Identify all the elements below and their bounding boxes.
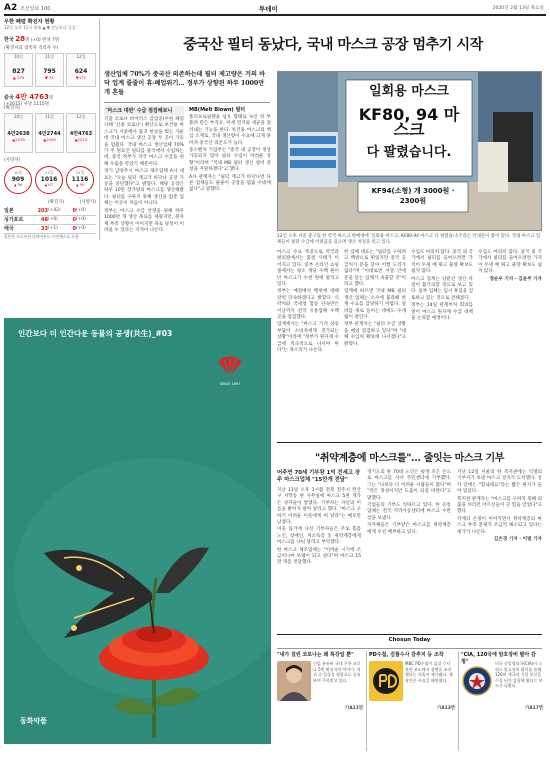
- sign-line-1: 일회용 마스크: [369, 84, 449, 99]
- paragraph: 중소벤처 기업부는 "중국 내 공장이 정상 가동되지 않아 필터 수입이 어려운 상황"이라며 "국내 MB 필터 생산 설비 증설을 지원하겠다"고 했다.: [189, 148, 271, 173]
- article-col-3: [277, 250, 339, 356]
- death-value: 1016: [40, 176, 58, 183]
- confirmed: 33: [41, 226, 48, 232]
- korea-box-value: 827: [12, 68, 25, 75]
- other-table-header: [48, 200, 96, 206]
- korea-box-11: [35, 53, 64, 87]
- sign-line-2: KF80, 94 마스크: [358, 105, 460, 139]
- stats-source: 일본은 크루즈선 다이아몬드 프린세스호 포함: [4, 234, 79, 239]
- china-box-10: [4, 113, 33, 153]
- bottom-item[interactable]: [277, 651, 363, 711]
- deaths-change: (+0): [76, 226, 86, 231]
- table-row: [4, 207, 96, 216]
- country: 싱가포르: [4, 217, 24, 223]
- ad-brand: 동화약품: [20, 717, 48, 725]
- paragraph: 기업들의 기부도 잇따르고 있다. 한 유통업체는 전국 지역아동센터에 마스크 수만 장을 보냈다.: [367, 503, 451, 521]
- confirmed-change: (+0): [48, 217, 58, 222]
- death-label: 10일: [13, 170, 23, 175]
- confirmed: 203: [37, 208, 48, 214]
- confirmed-change: (+42): [48, 208, 61, 213]
- country: 태국: [4, 226, 14, 232]
- paragraph: 한 업체 대표는 "필터를 구하려고 백방으로 뛰었지만 중국 공급처가 문을 닫아 어쩔 도리가 없다"며 "이대로면 이달 안에 문을 닫는 업체가 속출할 것"이라고 했다.: [344, 250, 406, 288]
- china-box-change: ▲2015: [74, 137, 88, 142]
- article-col-4: [344, 250, 406, 349]
- paragraph: 경기도의 한 70대 노인은 평생 모은 돈으로 마스크를 사서 주민센터에 기부했다. 그는 "나보다 더 어려운 사람들이 많다"며 "작은 정성이지만 도움이 되길 바란다"고 말했다.: [367, 470, 451, 501]
- bottom-divider: [458, 651, 459, 751]
- fan-logo-icon: [216, 356, 244, 378]
- main-subhead: 생산업체 70%가 중국산 의존하는데 필터 제고량은 거의 바닥 업계 줄줄이 휴·폐업위기… 정부가 상향된 하루 1000만개 흔들: [104, 71, 266, 96]
- paragraph: 업계에서는 "마스크 가격 상승 부담이 소비자에게 전가되는 상황"이라며 "정부가 원자재 수급에 적극적으로 나서야 한다"는 목소리가 나온다.: [277, 322, 339, 354]
- article2-headline: "취약계층에 마스크를"… 줄잇는 마스크 기부: [315, 453, 504, 464]
- paper-name: 조선일보 100: [20, 6, 51, 12]
- stats-title: 우한 폐렴 확진자 현황: [4, 19, 55, 25]
- stats-subtitle: 12일 오후 11시 현재 ▲ ▼ 전날보다 증감: [4, 25, 76, 30]
- china-box-value: 4만2744: [38, 131, 61, 137]
- bottom-item-text: 미국 중앙정보국(CIA)이 스위스 암호장비 회사를 통해 120여 개국의 기밀 통신을 수십 년간 감청해 왔다는 보도가 나왔다.: [495, 661, 543, 689]
- stats-sidebar: [4, 18, 96, 31]
- bottom-item-title[interactable]: "내가 걸린 코로나는 왜 특강일 뿐": [277, 652, 354, 658]
- cia-seal-icon: [461, 661, 493, 701]
- photo-sign-small: KF94(소형) 개 3000원 · 2300원: [371, 187, 455, 205]
- korea-box-change: ▼ 32: [45, 75, 54, 80]
- paragraph: 지자체들은 기부받은 마스크를 취약계층에게 우선 배부하고 있다.: [367, 523, 451, 535]
- pd-logo: [369, 661, 403, 701]
- paragraph: 복지관 관계자는 "마스크를 구하지 못해 외출을 꺼리던 어르신들이 큰 힘을 얻었다"고 했다.: [457, 496, 542, 515]
- bottom-divider: [366, 651, 367, 751]
- korea-box-label: 11일: [45, 54, 54, 59]
- country: 일본: [4, 208, 14, 214]
- korea-count: 28: [15, 35, 26, 43]
- china-box-value: 4만4763: [69, 131, 93, 137]
- issue-date: 2020년 2월 13일 목요일: [492, 6, 544, 11]
- header-rule: [4, 14, 546, 16]
- col-deaths: (사망자): [79, 200, 96, 205]
- death-circle-10: [4, 166, 32, 194]
- table-row: [4, 216, 96, 225]
- china-note: (확진자): [4, 106, 21, 111]
- cia-seal: [461, 661, 493, 701]
- paragraph: 수입도 여의치 않다. 중국 외 국가에서 필터를 들여오려면 가격이 두세 배 뛰고 물량 확보도 쉽지 않다.: [411, 250, 474, 275]
- korea-box-change: ▼171: [75, 75, 87, 80]
- paragraph: 각계의 온정이 이어지면서 취약계층의 마스크 부족 문제가 조금씩 해소되고 있다는 평가가 나온다.: [457, 516, 542, 535]
- sidebar-divider: [99, 18, 100, 240]
- article2-subhead: 어주연 70세 기부왕 1억 전세고 장주 마스크업체 "15만개 전달": [277, 470, 361, 483]
- article2-col-2: [367, 470, 451, 537]
- death-label: 12일: [75, 170, 85, 175]
- death-value: 909: [11, 176, 25, 183]
- paragraph: 정부는 매점매석 행위에 대해 강력 단속하겠다고 밝혔다. 식약처와 국세청 합동 단속반은 이날까지 전국 유통업체 수백 곳을 점검했다.: [277, 289, 339, 321]
- ad-since: SINCE 1897: [219, 382, 241, 386]
- chosun-today-bar: Chosun Today: [388, 637, 431, 643]
- korea-label: 한국: [4, 37, 14, 43]
- page-number: A2: [4, 3, 18, 13]
- article2-top-rule: [277, 442, 542, 443]
- ad-title: 인간보다 더 인간다운 동물의 공생(共生)_#03: [18, 329, 173, 338]
- bottom-item-page: 가A13면: [437, 706, 455, 711]
- korea-box-value: 624: [74, 68, 88, 75]
- china-box-change: ▲2478: [12, 137, 25, 142]
- bottom-item-text: MBC PD수첩이 검찰 수사 관련 보도에서 장면을 조작했다는 의혹이 제기됐다. 제작진은 사실을 해명했다.: [405, 661, 453, 683]
- article2-col-1: [277, 488, 361, 568]
- bottom-item[interactable]: [461, 651, 543, 711]
- korea-box-value: 795: [43, 68, 56, 75]
- death-circle-11: [35, 166, 63, 194]
- korea-box-label: 12일: [76, 54, 86, 59]
- paragraph: 수입도 여의치 않다. 중국 외 국가에서 필터를 들여오려면 가격이 두세 배 뛰고 물량 확보도 쉽지 않다.: [478, 250, 542, 275]
- bottom-item-page: 가A17면: [525, 706, 543, 711]
- section-title: 투데이: [259, 5, 278, 13]
- death-change: ▲ 99: [76, 183, 84, 187]
- korea-note: (확진자의 접촉자 격리자 수): [4, 46, 59, 51]
- article-col-1: [104, 106, 184, 235]
- korea-box-change: ▲ 229: [12, 75, 25, 80]
- paragraph: 업계에 따르면 국내 MB 필터 생산 업체는 소수에 불과해 현재 수요를 감당하기 어렵다. 설비를 새로 들이는 데에도 수개월이 걸린다.: [344, 289, 406, 321]
- china-detail: (+2015) 사망 1115명: [4, 102, 49, 107]
- death-change: ▲107: [44, 183, 54, 187]
- col1-heading: '마스크 대란' 수급 점검해보니: [104, 106, 184, 115]
- subhead-rule: [104, 102, 270, 103]
- bottom-item-text: 신입 유튜버 국내 우한 코로나 5번 확진자의 이야기. 격리 중 일상을 영상으로 공유하며 주목받고 있다.: [313, 661, 361, 683]
- bottom-item[interactable]: [369, 651, 455, 711]
- person-photo: [277, 661, 311, 701]
- bottom-item-title[interactable]: "CIA, 120국에 암호장비 팔아 감청": [461, 652, 536, 665]
- paragraph: 정부는 마스크 수급 안정을 위해 하루 1000만 개 생산 목표를 세웠지만, 원자재 부족 상황이 이어지면 목표 달성이 어려울 수 있다는 지적이 나온다.: [104, 208, 184, 233]
- byline: 김은경 기자 · 이벌 기자: [493, 537, 542, 543]
- bottom-item-title[interactable]: PD수첩, 검찰수사 감추지 등 조작: [369, 652, 444, 658]
- table-row: [4, 225, 96, 234]
- paragraph: 지난 12일 서울의 한 복지관에는 익명의 기부자가 보낸 마스크 상자가 도착했다. 상자 안에는 "힘내세요"라는 짧은 편지가 들어 있었다.: [457, 470, 542, 495]
- other-table: [4, 207, 96, 234]
- paragraph: 마스크 업계는 당분간 생산 차질이 불가피할 것으로 보고 있다. 일부 업체는 임시 휴업을 검토하고 있는 것으로 전해졌다.: [411, 276, 474, 301]
- china-box-12: [66, 113, 96, 153]
- photo-caption: 12일 오후 서울 중구의 한 약국 마스크 판매대에 '일회용 마스크, KF80·94 마스크 다 팔렸습니다'라는 안내문이 붙어 있다. 국내 마스크 업체들이 필터 수급에 어려움을 겪으며 생산 차질을 빚고 있다.: [277, 234, 541, 245]
- sign-line-3: 다 팔렸습니다.: [366, 145, 452, 160]
- butterfly-flower-illustration: [4, 378, 271, 744]
- china-count: 4만 4763: [15, 93, 49, 101]
- korea-detail: (+0) 완치 7명: [30, 38, 60, 43]
- china-box-value: 4만2638: [7, 131, 30, 137]
- advertisement: [4, 318, 271, 744]
- paragraph: 마스크 수요 폭증으로 약국과 편의점에서는 품절 사태가 이어지고 있다. 일부 온라인 쇼핑몰에서는 평소 개당 수백 원이던 마스크가 수천 원에 팔리고 있다.: [277, 250, 339, 288]
- article2-col-3: [457, 470, 542, 544]
- china-box-label: 11일: [45, 114, 54, 119]
- china-label: 중국: [4, 95, 14, 101]
- china-box-11: [35, 113, 64, 153]
- paragraph: 식품 코로나 바이러스 감염증(우한 폐렴 사태 '신종 코로나') 확산으로 보건용 마스크가 시중에서 품귀 현상을 빚는 가운데 국내 마스크 생산 공장 두 곳이 가동을 멈췄다. 국내 마스크 생산업체 70%가 주 원료인 필터를 중국에서 수입하는데, 중국 정부가 자국 마스크 수급을 위해 수출을 막았기 때문이다.: [104, 117, 184, 167]
- bottom-item-page: 가A11면: [345, 706, 363, 711]
- china-unit: 명: [48, 96, 54, 101]
- korea-unit: 명: [25, 38, 30, 43]
- paragraph: A사 관계자는 "필터 재고가 바닥나면 다른 업체들도 줄줄이 공장을 멈출 수밖에 없다"고 말했다.: [189, 174, 271, 193]
- korea-box-label: 10일: [14, 54, 23, 59]
- china-box-change: ▲2008: [43, 137, 56, 142]
- person-icon: [277, 661, 311, 701]
- paragraph: 경기 남양주시 마스크 제조업체 A사 대표는 "오늘 필터 재고가 바닥나 공장 가동을 중단했다"고 밝혔다. 해당 공장은 하루 10만 장가량의 마스크를 생산해왔다. 필터를 구하지 못해 생산을 멈춘 업체는 이곳이 처음이 아니다.: [104, 169, 184, 207]
- confirmed-change: (+1): [48, 226, 58, 231]
- china-box-label: 10일: [14, 114, 23, 119]
- article-col-6: [478, 250, 542, 284]
- pd-note-logo-icon: [369, 661, 403, 701]
- korea-summary: [4, 35, 96, 44]
- article-col-2: [189, 106, 271, 195]
- chosun-top-rule: [277, 634, 542, 635]
- confirmed: 48: [41, 217, 48, 223]
- korea-box-12: [66, 53, 96, 87]
- death-label: 11일: [44, 170, 54, 175]
- paragraph: 한 마스크 제조업체는 "어려운 시기에 조금이나마 보탬이 되고 싶다"며 마스크 15만 개를 전달했다.: [277, 547, 361, 566]
- paragraph: 정부 관계자는 "필터 수급 상황을 매일 점검하고 있다"며 "대체 수입처 확보에 나서겠다"고 밝혔다.: [344, 322, 406, 347]
- byline: 정순우 기자 · 김윤주 기자: [489, 276, 542, 282]
- paragraph: 이웃 돕기에 나선 기부자들은 주로 홀몸 노인, 장애인, 저소득층 등 취약계층에게 마스크를 나눠 달라고 부탁했다.: [277, 527, 361, 546]
- deaths-change: (+0): [76, 217, 86, 222]
- deaths: 0: [72, 217, 76, 223]
- paragraph: 정부는 14일 관계부처 회의를 열어 마스크 원자재 수급 대책을 논의할 예정이다.: [411, 303, 473, 322]
- paragraph: 폴리프로필렌을 섬유 형태로 녹인 뒤 부풀려 만든 부직포. 미세 먼지와 세균을 걸러내는 기능을 한다. 보건용 마스크의 핵심 소재로, 국내 생산량이 수요에 크게 못 미쳐 중국산 의존도가 높다.: [189, 115, 271, 146]
- death-change: ▲ 96: [14, 183, 22, 187]
- paragraph: 지난 11일 오후 1시쯤 전북 전주시 완산구 서학동 한 사무실에 마스크 5천 개가 든 상자들이 쌓였다. 기부자는 자신의 이름을 밝히지 말아 달라고 했다. "마스크 구하기 어려운 이웃에게 써 달라"는 메모만 남겼다.: [277, 488, 361, 526]
- news-photo: [277, 71, 542, 231]
- china-box-label: 12일: [76, 114, 86, 119]
- col2-heading: MB(Melt Blown) 필터: [189, 107, 246, 113]
- chosun-bottom-rule: [277, 648, 542, 649]
- deaths: 0: [72, 226, 76, 232]
- death-note: (사망자): [4, 158, 21, 163]
- col-confirmed: (확진자): [48, 200, 65, 205]
- article-col-5: [411, 250, 473, 323]
- main-headline: 중국산 필터 동났다, 국내 마스크 공장 멈추기 시작: [183, 37, 483, 53]
- korea-box-10: [4, 53, 33, 87]
- deaths-change: (+0): [76, 208, 86, 213]
- deaths: 0: [72, 208, 76, 214]
- death-value: 1116: [71, 176, 89, 183]
- death-circle-12: [66, 166, 94, 194]
- photo-sign: [352, 84, 466, 160]
